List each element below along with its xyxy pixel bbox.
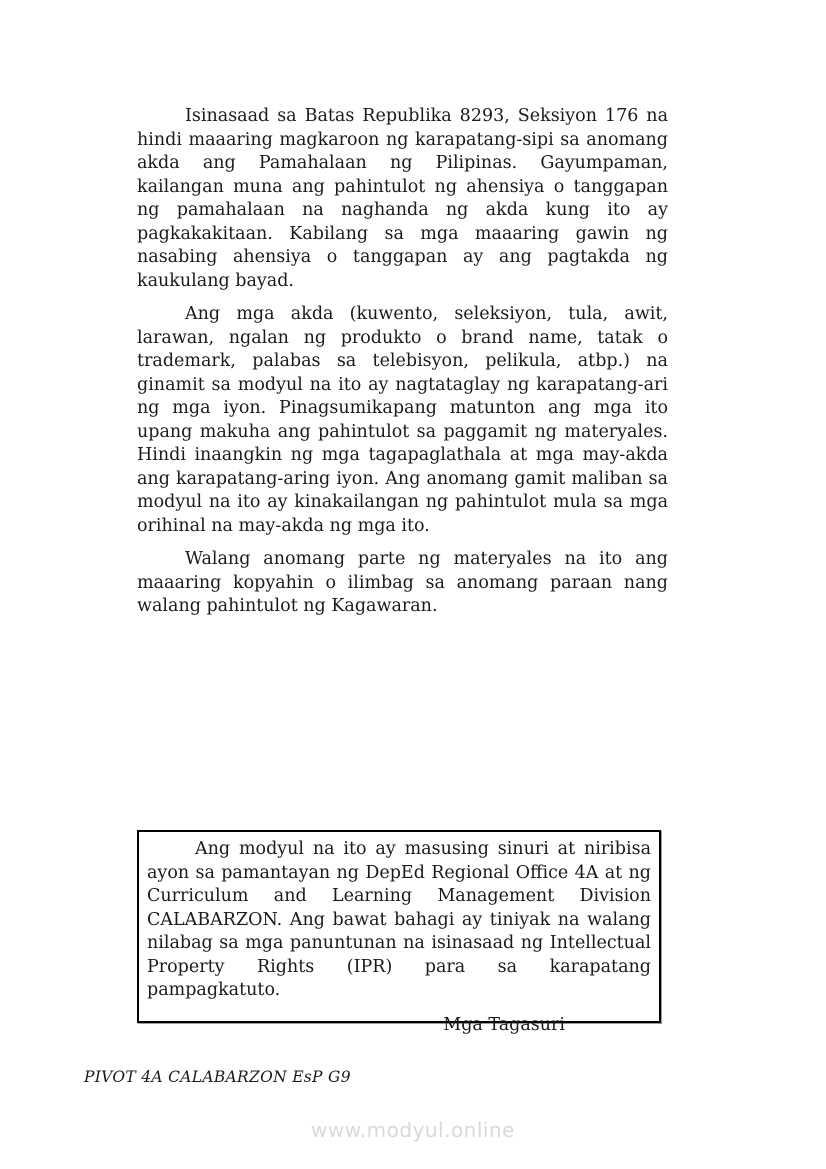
copyright-text-block	[137, 105, 668, 629]
copyright-paragraph-3: Walang anomang parte ng materyales na ito ang maaaring kopyahin o ilimbag sa anomang paraan nang walang pahintulot ng Kagawaran.	[137, 549, 668, 616]
site-watermark: www.modyul.online	[311, 1118, 515, 1142]
review-notice-paragraph: Ang modyul na ito ay masusing sinuri at niribisa ayon sa pamantayan ng DepEd Regional Office 4A at ng Curriculum and Learning Management Division CALABARZON. Ang bawat bahagi ay tiniyak na walang nilabag sa mga panuntunan na isinasaad ng Intellectual Property Rights (IPR) para sa karapatang pampagkatuto.	[147, 839, 651, 1000]
review-notice-box	[137, 830, 661, 1035]
page-footer-label: PIVOT 4A CALABARZON EsP G9	[84, 1068, 351, 1086]
copyright-paragraph-1: Isinasaad sa Batas Republika 8293, Seksiyon 176 na hindi maaaring magkaroon ng karapatang-sipi sa anomang akda ang Pamahalaan ng Pilipinas. Gayumpaman, kailangan muna ang pahintulot ng ahensiya o tanggapan ng pamahalaan na naghanda ng akda kung ito ay pagkakakitaan. Kabilang sa mga maaaring gawin ng nasabing ahensiya o tanggapan ay ang pagtakda ng kaukulang bayad.	[137, 106, 668, 291]
copyright-paragraph-2: Ang mga akda (kuwento, seleksiyon, tula, awit, larawan, ngalan ng produkto o brand name, tatak o trademark, palabas sa telebisyon, pelikula, atbp.) na ginamit sa modyul na ito ay nagtataglay ng karapatang-ari ng mga iyon. Pinagsumikapang matunton ang mga ito upang makuha ang pahintulot sa paggamit ng materyales. Hindi inaangkin ng mga tagapaglathala at mga may-akda ang karapatang-aring iyon. Ang anomang gamit maliban sa modyul na ito ay kinakailangan ng pahintulot mula sa mga orihinal na may-akda ng mga ito.	[137, 304, 668, 536]
review-signature: Mga Tagasuri	[443, 1014, 565, 1035]
